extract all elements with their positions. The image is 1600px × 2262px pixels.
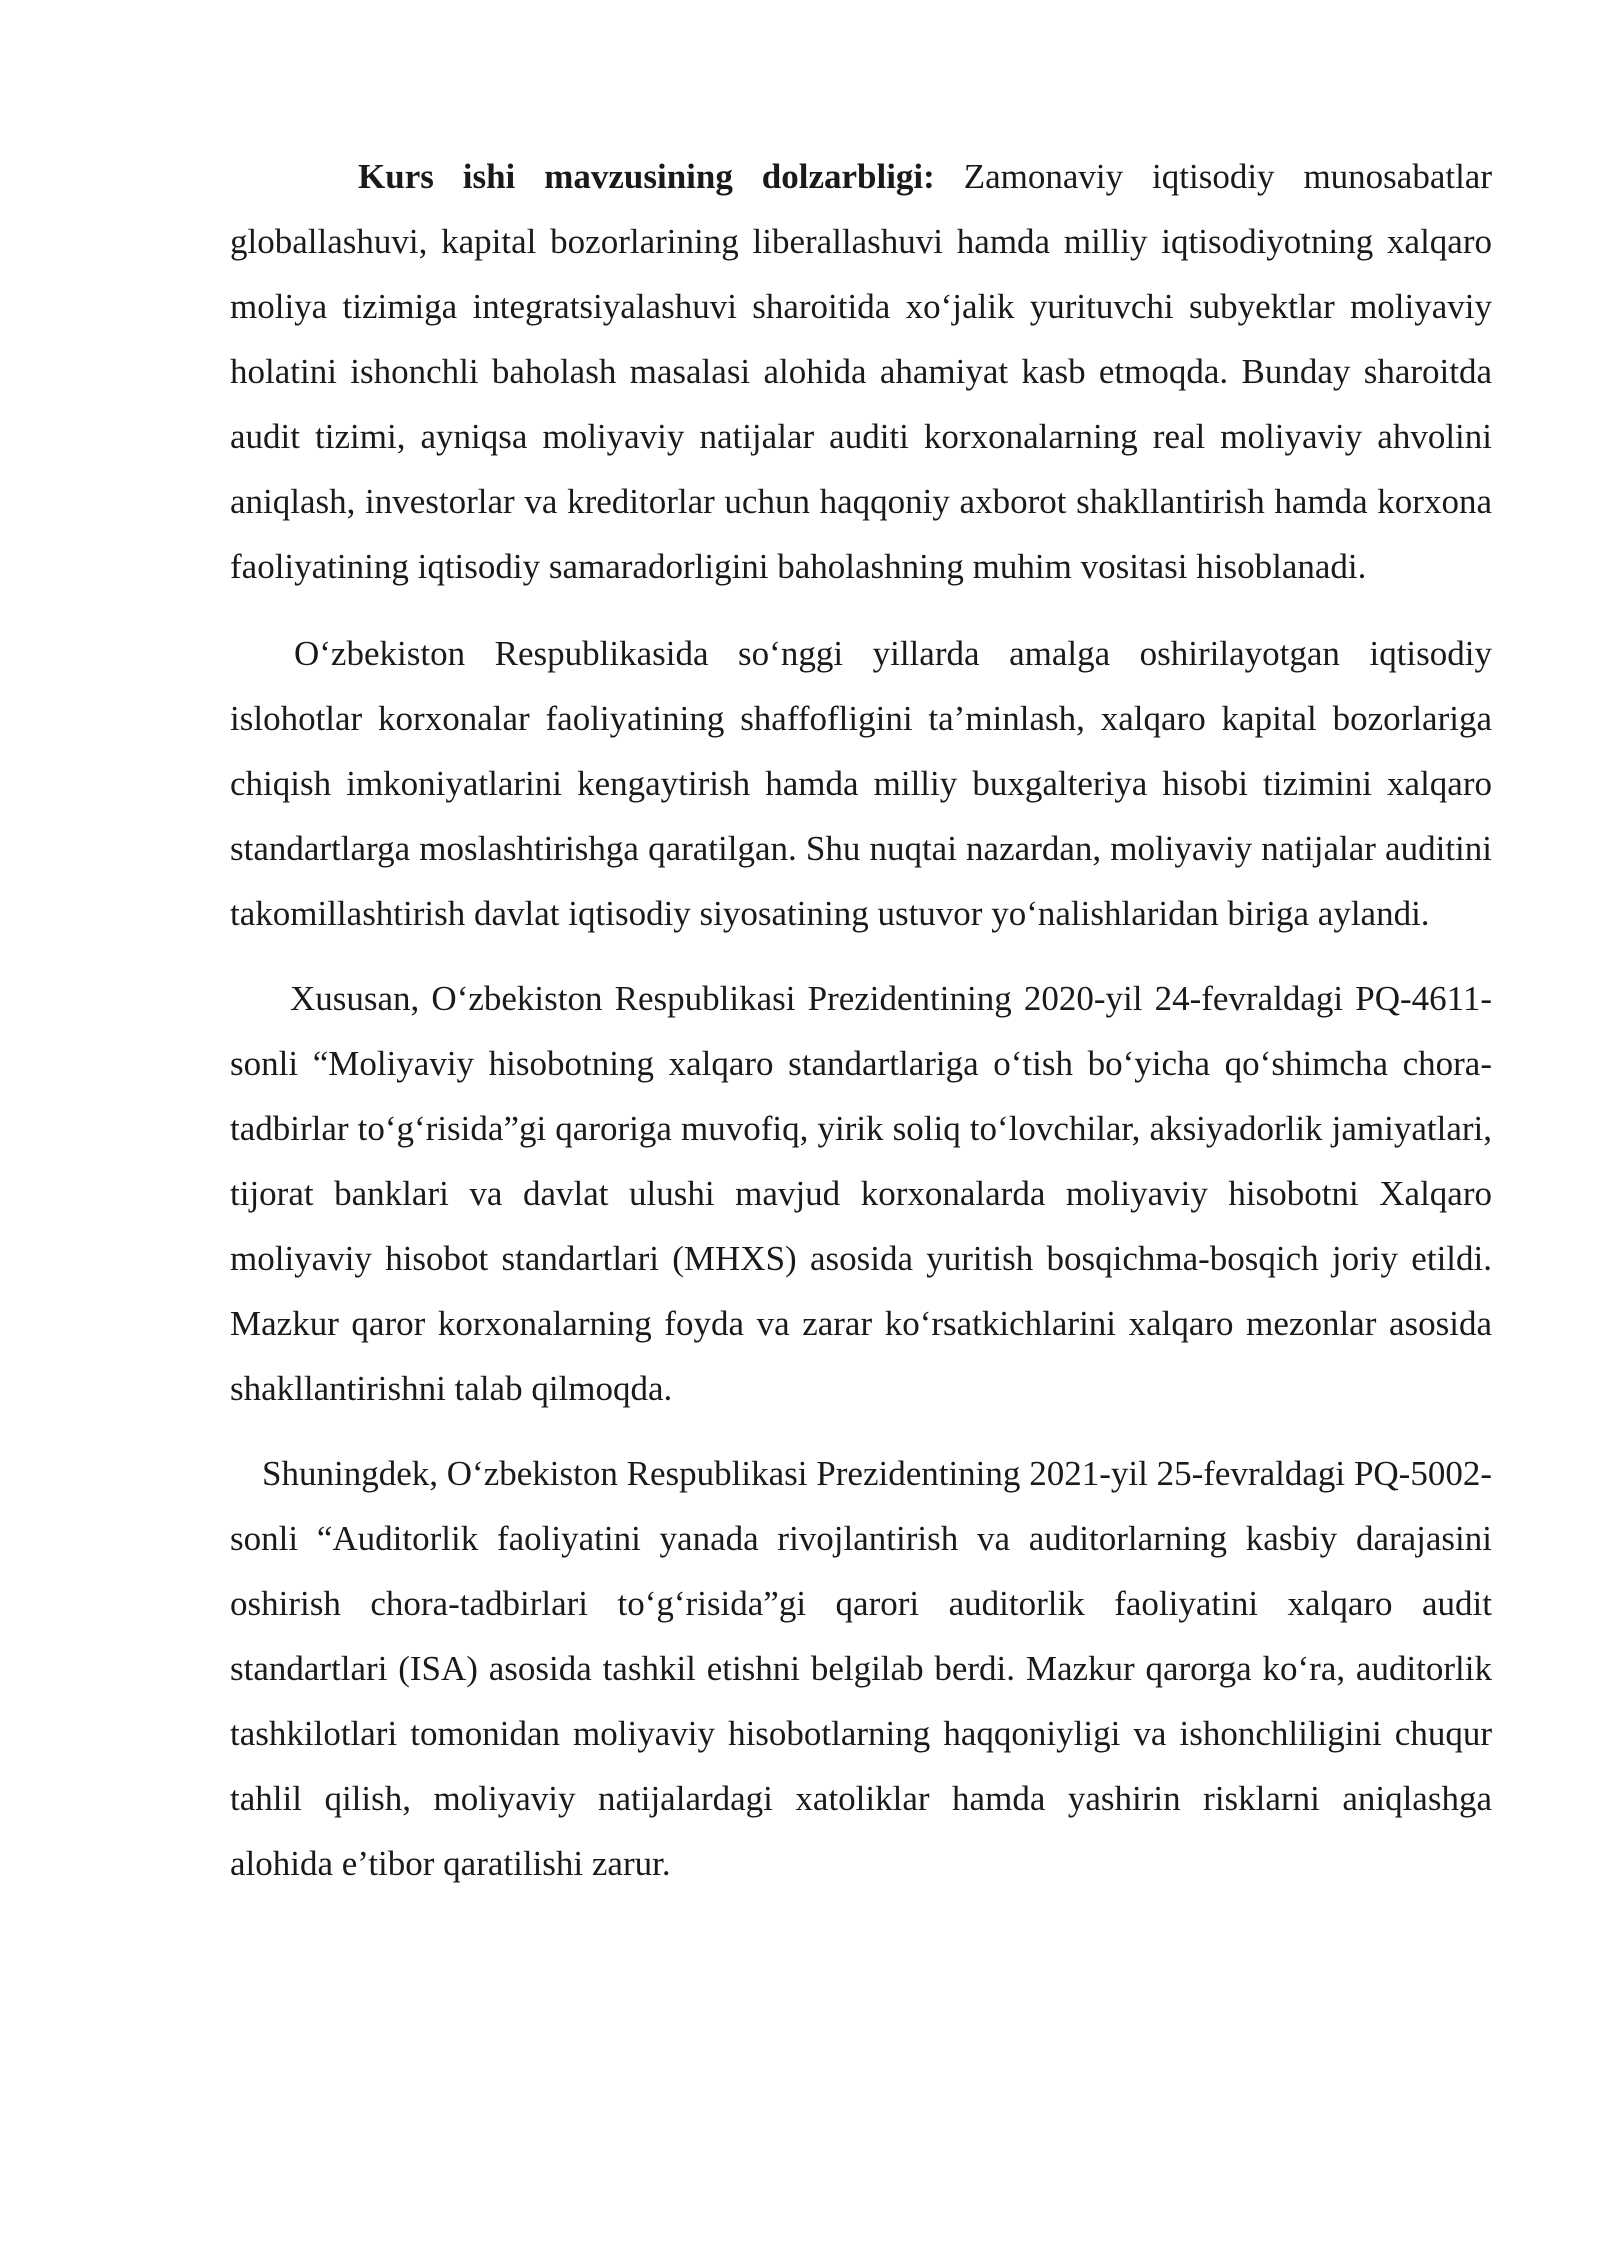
paragraph-2: O‘zbekiston Respublikasida so‘nggi yillarda amalga oshirilayotgan iqtisodiy islohotlar korxonalar faoliyatining shaffofligini ta’minlash, xalqaro kapital bozorlariga chiqish imkoniyatlarini kengaytirish hamda milliy buxgalteriya hisobi tizimini xalqaro standartlarga moslashtirishga qaratilgan. Shu nuqtai nazardan, moliyaviy natijalar auditini takomillashtirish davlat iqtisodiy siyosatining ustuvor yo‘nalishlaridan biriga aylandi. — [230, 634, 1492, 933]
section-heading: Kurs ishi mavzusining dolzarbligi: — [358, 157, 935, 196]
paragraph-1-text: Zamonaviy iqtisodiy munosabatlar globallashuvi, kapital bozorlarining liberallashuvi hamda milliy iqtisodiyotning xalqaro moliya tizimiga integratsiyalashuvi sharoitida xo‘jalik yurituvchi subyektlar moliyaviy holatini ishonchli baholash masalasi alohida ahamiyat kasb etmoqda. Bunday sharoitda audit tizimi, ayniqsa moliyaviy natijalar auditi korxonalarning real moliyaviy ahvolini aniqlash, investorlar va kreditorlar uchun haqqoniy axborot shakllantirish hamda korxona faoliyatining iqtisodiy samaradorligini baholashning muhim vositasi hisoblanadi. — [230, 157, 1492, 586]
paragraph-3: Xususan, O‘zbekiston Respublikasi Prezidentining 2020-yil 24-fevraldagi PQ-4611-sonli “Moliyaviy hisobotning xalqaro standartlariga o‘tish bo‘yicha qo‘shimcha chora-tadbirlar to‘g‘risida”gi qaroriga muvofiq, yirik soliq to‘lovchilar, aksiyadorlik jamiyatlari, tijorat banklari va davlat ulushi mavjud korxonalarda moliyaviy hisobotni Xalqaro moliyaviy hisobot standartlari (MHXS) asosida yuritish bosqichma-bosqich joriy etildi. Mazkur qaror korxonalarning foyda va zarar ko‘rsatkichlarini xalqaro mezonlar asosida shakllantirishni talab qilmoqda. — [230, 979, 1492, 1408]
paragraph-4: Shuningdek, O‘zbekiston Respublikasi Prezidentining 2021-yil 25-fevraldagi PQ-5002-sonli “Auditorlik faoliyatini yanada rivojlantirish va auditorlarning kasbiy darajasini oshirish chora-tadbirlari to‘g‘risida”gi qarori auditorlik faoliyatini xalqaro audit standartlari (ISA) asosida tashkil etishni belgilab berdi. Mazkur qarorga ko‘ra, auditorlik tashkilotlari tomonidan moliyaviy hisobotlarning haqqoniyligi va ishonchliligini chuqur tahlil qilish, moliyaviy natijalardagi xatoliklar hamda yashirin risklarni aniqlashga alohida e’tibor qaratilishi zarur. — [230, 1454, 1492, 1883]
document-body — [230, 144, 1492, 1896]
paragraph-1 — [230, 144, 1492, 599]
